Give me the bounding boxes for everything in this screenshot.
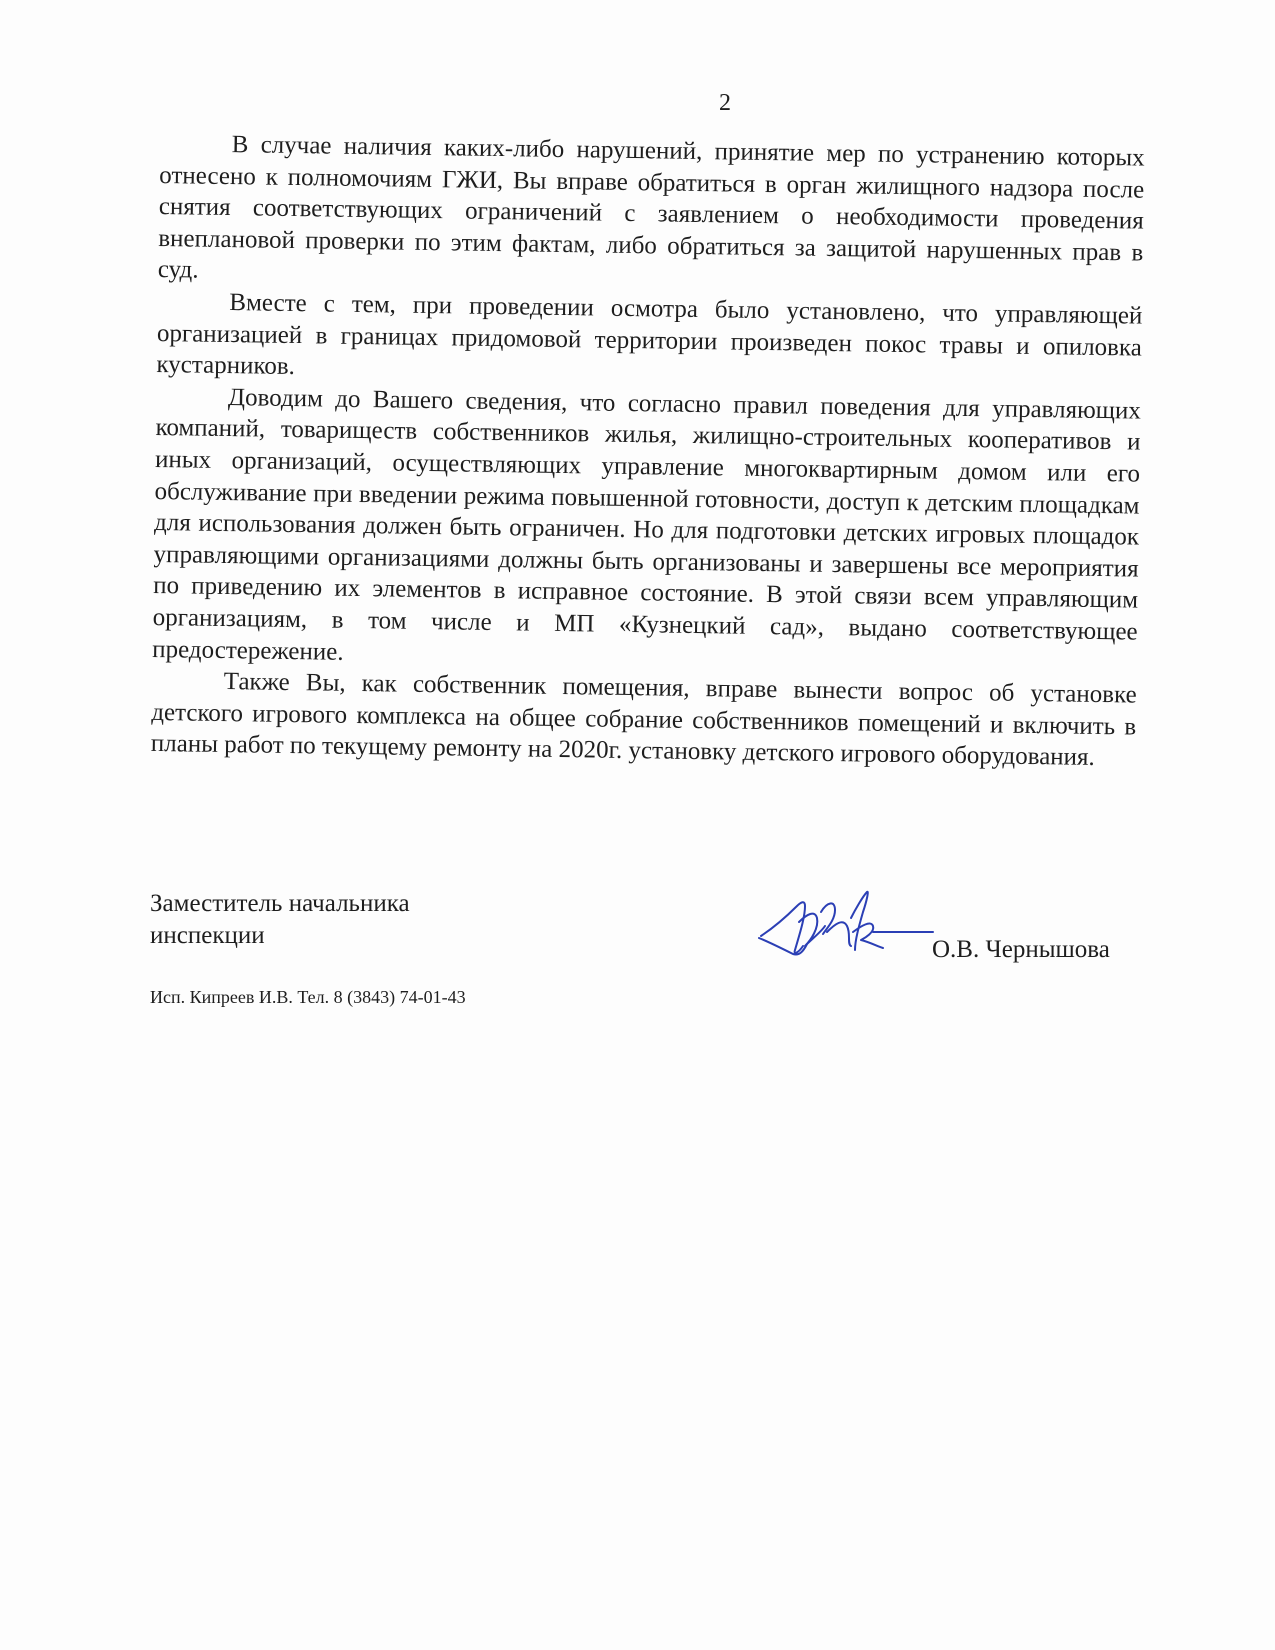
letter-body (151, 128, 1145, 774)
paragraph-playground-rules: Доводим до Вашего сведения, что согласно правил поведения для управляющих компаний, товариществ собственников жилья, жилищно-строительных кооперативов и иных организаций, осуществляющих управление многоквартирным домом или его обслуживание при введении режима повышенной готовности, доступ к детским площадкам для использования должен быть ограничен. Но для подготовки детских игровых площадок управляющими организациями должны быть организованы и завершены все мероприятия по приведению их элементов в исправное состояние. В этой связи всем управляющим организациям, в том числе и МП «Кузнецкий сад», выдано соответствующее предостережение. (152, 383, 1142, 666)
paragraph-violations: В случае наличия каких-либо нарушений, принятие мер по устранению которых отнесено к полномочиям ГЖИ, Вы вправе обратиться в орган жилищного надзора после снятия соответствующих ограничений с заявлением о необходимости проведения внеплановой проверки по этим фактам, либо обратиться за защитой нарушенных прав в суд. (157, 131, 1145, 284)
signer-position (150, 888, 570, 952)
executor-contact: Исп. Кипреев И.В. Тел. 8 (3843) 74-01-43 (150, 987, 466, 1007)
handwritten-signature (755, 888, 935, 968)
signer-position-line2: инспекции (150, 922, 265, 949)
signer-position-line1: Заместитель начальника (150, 890, 410, 917)
paragraph-inspection-result: Вместе с тем, при проведении осмотра было установлено, что управляющей организацией в границах придомовой территории произведен покос травы и опиловка кустарников. (156, 289, 1143, 381)
paragraph-owner-rights: Также Вы, как собственник помещения, вправе вынести вопрос об установке детского игрового комплекса на общее собрание собственников помещений и включить в планы работ по текущему ремонту на 2020г. установку детского игрового оборудования. (150, 668, 1137, 772)
page-number: 2 (719, 90, 731, 116)
signer-name: О.В. Чернышова (932, 936, 1110, 963)
